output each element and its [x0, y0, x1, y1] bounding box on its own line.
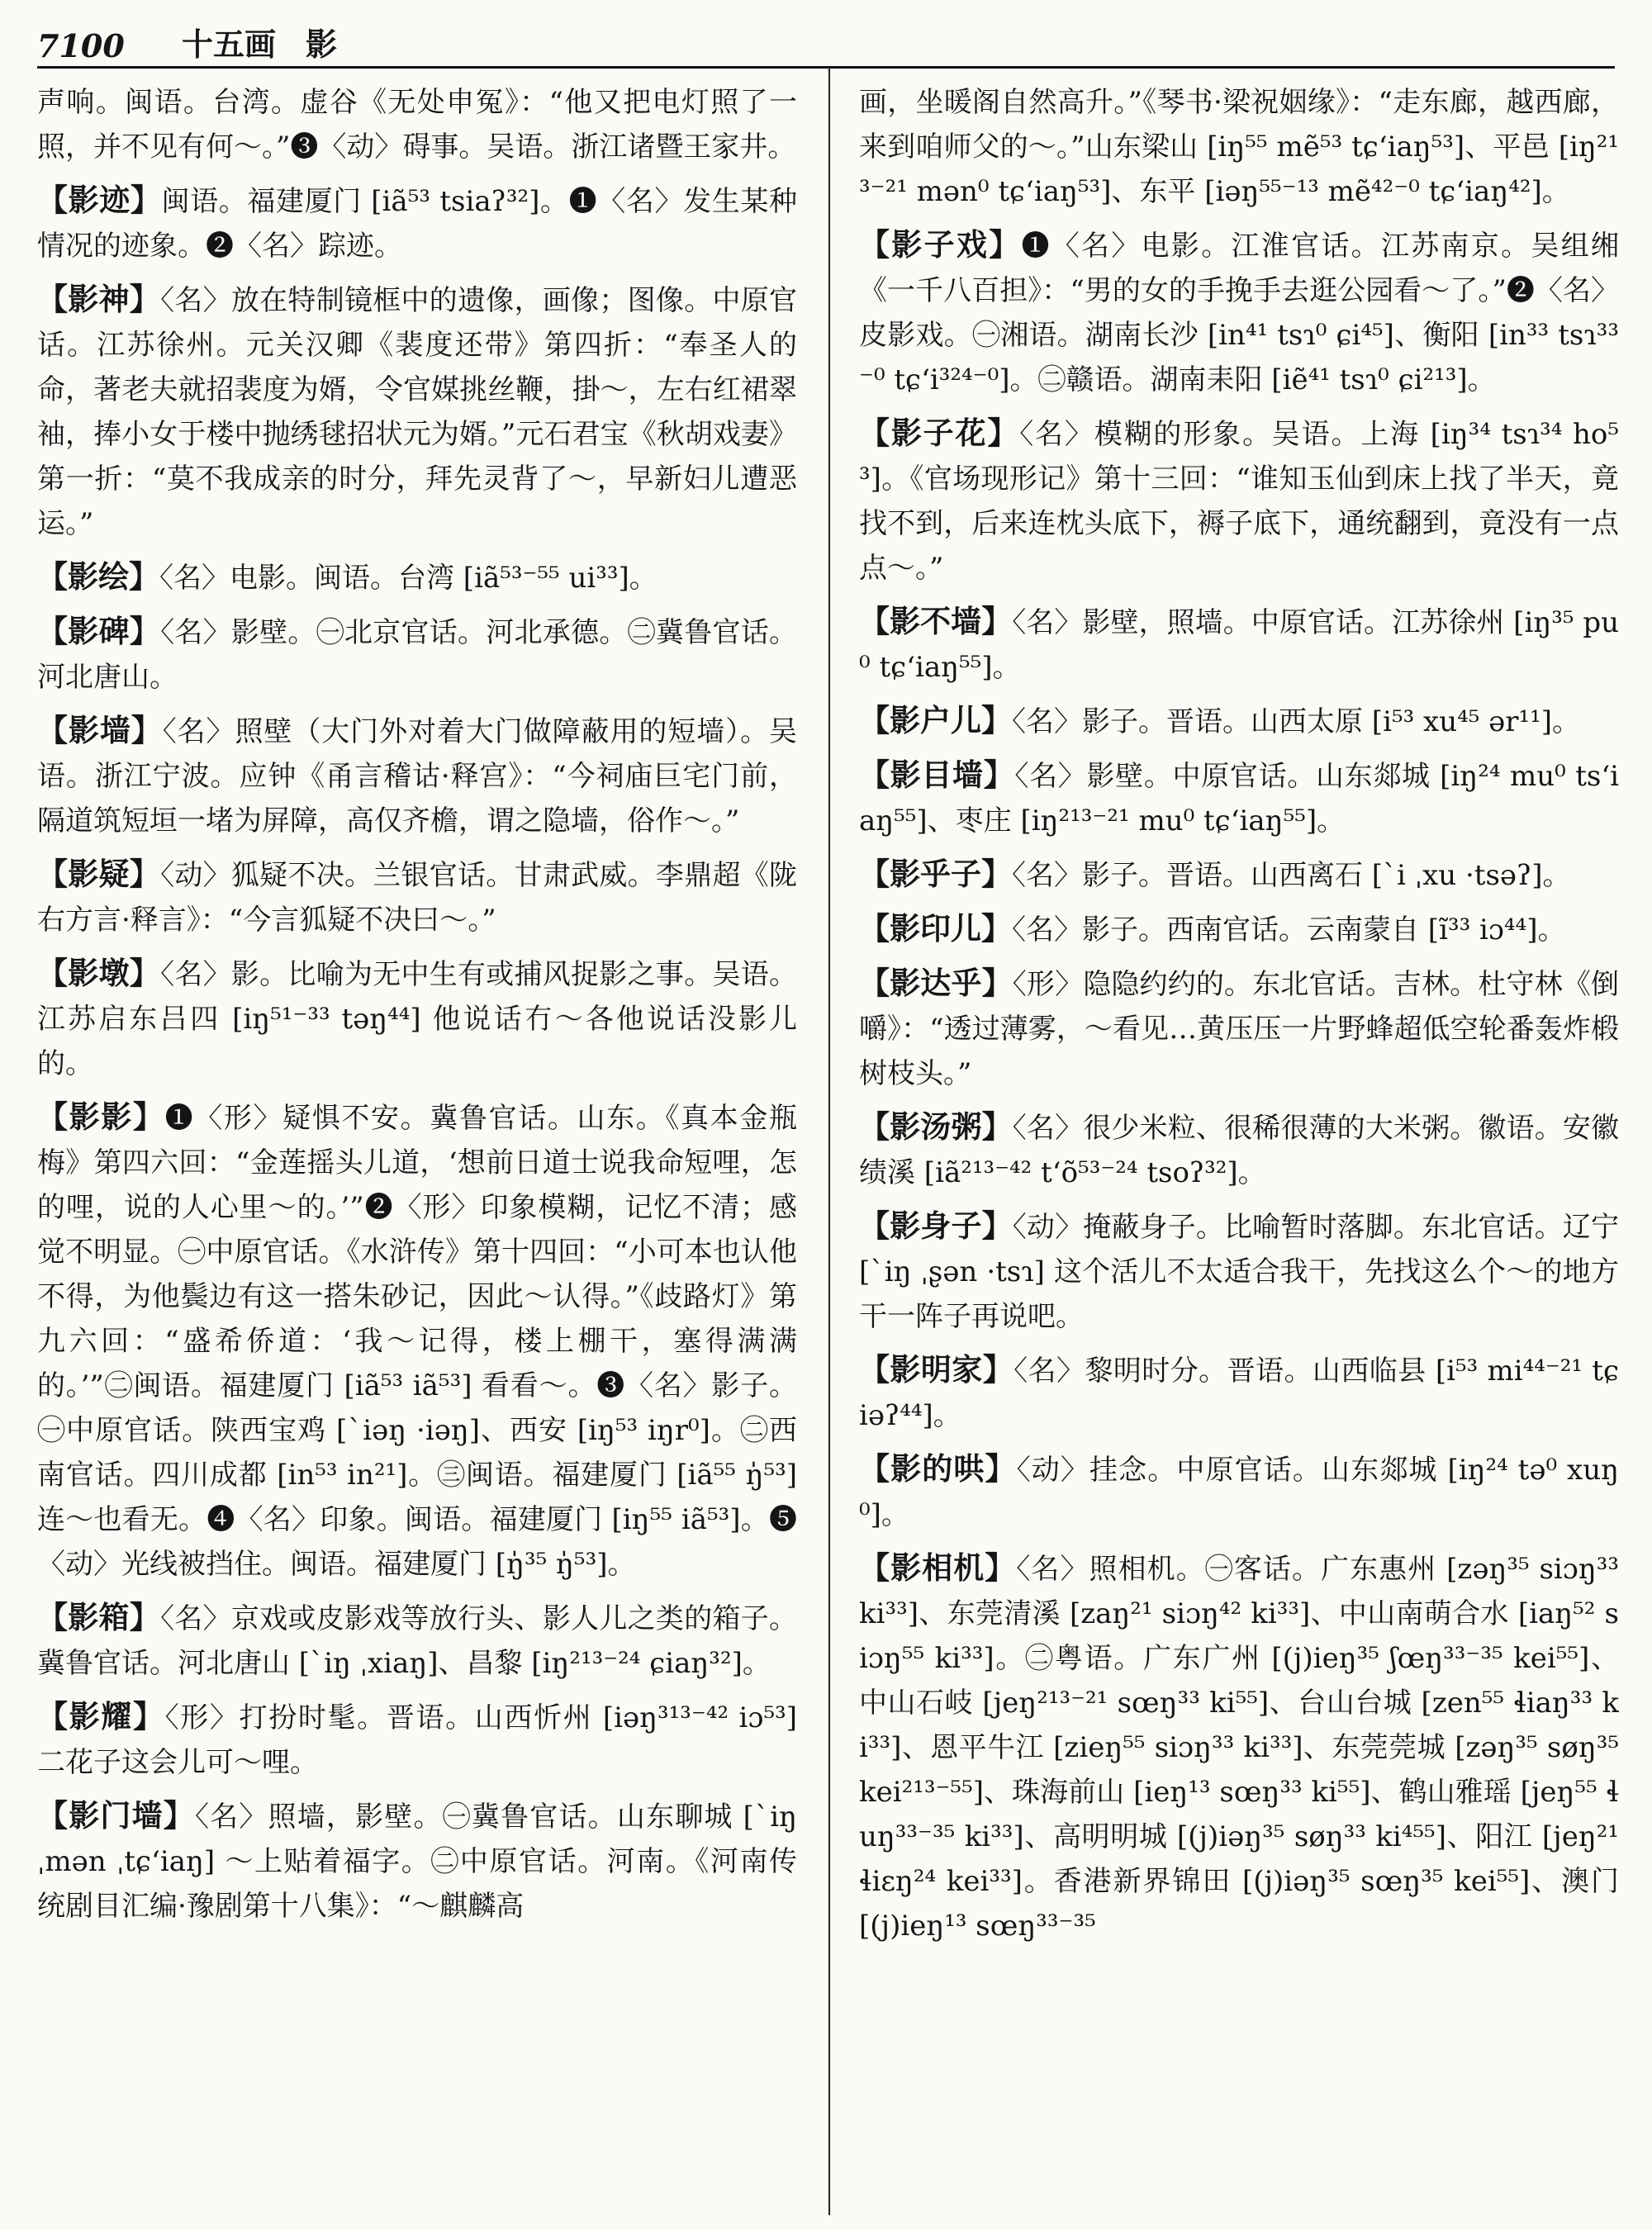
dictionary-entry — [37, 1094, 797, 1587]
entry-headword: 【影达乎】 — [859, 965, 1013, 1001]
dictionary-entry — [37, 277, 797, 546]
entry-definition: ❶〈名〉电影。江淮官话。江苏南京。吴组缃《一千八百担》：“男的女的手挽手去逛公园看～了。”❷〈名〉皮影戏。㊀湘语。湖南长沙 [in⁴¹ tsɿ⁰ ɕi⁴⁵]、衡阳 [in³³ tsɿ³³⁻⁰ tɕʻi³²⁴⁻⁰]。㊁赣语。湖南耒阳 [iẽ⁴¹ tsɿ⁰ ɕi²¹³]。 — [859, 230, 1619, 396]
entry-headword: 【影门墙】 — [37, 1797, 195, 1834]
dictionary-entry — [859, 1347, 1619, 1438]
entry-headword: 【影子花】 — [859, 415, 1020, 451]
entry-headword: 【影绘】 — [37, 558, 159, 595]
entry-headword: 【影明家】 — [859, 1351, 1014, 1388]
entry-headword: 【影子戏】 — [859, 226, 1022, 263]
entry-definition: 闽语。福建厦门 [iã⁵³ tsiaʔ³²]。❶〈名〉发生某种情况的迹象。❷〈名〉踪迹。 — [37, 185, 797, 263]
entry-definition: 〈名〉电影。闽语。台湾 [iã⁵³⁻⁵⁵ ui³³]。 — [159, 562, 657, 595]
entry-definition: 〈名〉影子。晋语。山西太原 [i⁵³ xu⁴⁵ ər¹¹]。 — [1012, 705, 1581, 738]
entry-definition: 〈名〉影子。晋语。山西离石 [ˋi ˌxu ·tsəʔ]。 — [1012, 859, 1571, 892]
dictionary-entry — [859, 698, 1619, 744]
dictionary-entry — [859, 78, 1619, 214]
entry-headword: 【影迹】 — [37, 182, 162, 218]
entry-headword: 【影户儿】 — [859, 702, 1012, 738]
entry-definition: 〈动〉掩蔽身子。比喻暂时落脚。东北官话。辽宁 [ˋiŋ ˌʂən ·tsɿ] 这个活儿不太适合我干，先找这么个～的地方干一阵子再说吧。 — [859, 1211, 1619, 1333]
entry-headword: 【影身子】 — [859, 1208, 1013, 1244]
dictionary-entry — [37, 951, 797, 1086]
entry-definition: 〈名〉照壁（大门外对着大门做障蔽用的短墙）。吴语。浙江宁波。应钟《甬言稽诂·释宫》：“今祠庙巨宅门前，隔道筑短垣一堵为屏障，高仅齐檐，谓之隐墙，俗作～。” — [37, 715, 797, 837]
entry-definition: 〈名〉很少米粒、很稀很薄的大米粥。徽语。安徽绩溪 [iã²¹³⁻⁴² tʻõ⁵³⁻²⁴ tsoʔ³²]。 — [859, 1112, 1619, 1189]
dictionary-entry — [859, 1545, 1619, 1948]
entry-headword: 【影耀】 — [37, 1698, 165, 1734]
entry-headword: 【影墩】 — [37, 955, 161, 991]
entry-definition: 〈名〉影壁，照墙。中原官话。江苏徐州 [iŋ³⁵ pu⁰ tɕʻiaŋ⁵⁵]。 — [859, 606, 1619, 684]
dictionary-entry — [859, 852, 1619, 898]
dictionary-entry — [37, 609, 797, 700]
entry-headword: 【影目墙】 — [859, 757, 1015, 793]
dictionary-entry — [37, 1793, 797, 1929]
dictionary-entry — [859, 1446, 1619, 1537]
dictionary-entry — [859, 752, 1619, 843]
dictionary-entry — [37, 852, 797, 942]
entry-headword: 【影神】 — [37, 281, 161, 317]
entry-definition: 〈名〉京戏或皮影戏等放行头、影人儿之类的箱子。冀鲁官话。河北唐山 [ˋiŋ ˌxiaŋ]、昌黎 [iŋ²¹³⁻²⁴ ɕiaŋ³²]。 — [37, 1602, 797, 1680]
entry-definition: 〈形〉打扮时髦。晋语。山西忻州 [iəŋ³¹³⁻⁴² iɔ⁵³] 二花子这会儿可～哩。 — [37, 1701, 797, 1779]
entry-definition: 〈名〉影壁。中原官话。山东郯城 [iŋ²⁴ mu⁰ tsʻiaŋ⁵⁵]、枣庄 [iŋ²¹³⁻²¹ mu⁰ tɕʻiaŋ⁵⁵]。 — [859, 760, 1619, 837]
page-number: 7100 — [37, 27, 125, 64]
entry-headword: 【影影】 — [37, 1098, 165, 1135]
dictionary-entry — [37, 78, 797, 169]
left-column — [37, 78, 797, 2218]
entry-definition: 〈动〉挂念。中原官话。山东郯城 [iŋ²⁴ tə⁰ xuŋ⁰]。 — [859, 1454, 1619, 1531]
entry-definition: 〈名〉黎明时分。晋语。山西临县 [i⁵³ mi⁴⁴⁻²¹ tɕiəʔ⁴⁴]。 — [859, 1355, 1619, 1432]
dictionary-entry — [859, 1104, 1619, 1195]
entry-headword: 【影墙】 — [37, 712, 163, 748]
header-character: 影 — [306, 26, 338, 63]
entry-definition: 〈名〉放在特制镜框中的遗像，画像；图像。中原官话。江苏徐州。元关汉卿《裴度还带》第四折：“奉圣人的命，著老夫就招裴度为婿，令官媒挑丝鞭，掛～，左右红裙翠袖，捧小女于楼中抛绣毬招状元为婿。”元石君宝《秋胡戏妻》第一折：“莫不我成亲的时分，拜先灵背了～，早新妇儿遭恶运。” — [37, 284, 797, 540]
entry-headword: 【影相机】 — [859, 1549, 1017, 1586]
stroke-section: 十五画 — [182, 26, 277, 63]
entry-headword: 【影印儿】 — [859, 910, 1012, 947]
entry-headword: 【影碑】 — [37, 613, 161, 649]
header-rule — [37, 66, 1615, 69]
entry-definition: 〈名〉影壁。㊀北京官话。河北承德。㊁冀鲁官话。河北唐山。 — [37, 616, 797, 694]
dictionary-entry — [37, 554, 797, 600]
entry-headword: 【影的哄】 — [859, 1450, 1017, 1487]
dictionary-entry — [859, 1203, 1619, 1339]
dictionary-entry — [37, 708, 797, 843]
dictionary-entry — [859, 599, 1619, 690]
entry-definition: 画，坐暖阁自然高升。”《琴书·梁祝姻缘》：“走东廊，越西廊，来到咱师父的～。”山东梁山 [iŋ⁵⁵ mẽ⁵³ tɕʻiaŋ⁵³]、平邑 [iŋ²¹³⁻²¹ mən⁰ tɕʻiaŋ⁵³]、东平 [iəŋ⁵⁵⁻¹³ mẽ⁴²⁻⁰ tɕʻiaŋ⁴²]。 — [859, 86, 1619, 208]
dictionary-entry — [37, 1694, 797, 1785]
dictionary-entry — [859, 410, 1619, 591]
dictionary-entry — [37, 178, 797, 268]
entry-headword: 【影乎子】 — [859, 856, 1012, 892]
entry-definition: 〈名〉照墙，影壁。㊀冀鲁官话。山东聊城 [ˋiŋ ˌmən ˌtɕʻiaŋ] ～上贴着福字。㊁中原官话。河南。《河南传统剧目汇编·豫剧第十八集》：“～麒麟高 — [37, 1801, 797, 1923]
entry-definition: 声响。闽语。台湾。虚谷《无处申冤》：“他又把电灯照了一照，并不见有何～。”❸〈动〉碍事。吴语。浙江诸暨王家井。 — [37, 86, 797, 164]
entry-definition: 〈名〉影子。西南官话。云南蒙自 [ĩ³³ iɔ⁴⁴]。 — [1012, 913, 1566, 947]
right-column — [859, 78, 1619, 2218]
dictionary-entry — [859, 961, 1619, 1096]
entry-definition: 〈名〉影。比喻为无中生有或捕风捉影之事。吴语。江苏启东吕四 [iŋ⁵¹⁻³³ təŋ⁴⁴] 他说话冇～各他说话没影儿的。 — [37, 958, 797, 1080]
entry-definition: 〈名〉照相机。㊀客话。广东惠州 [zəŋ³⁵ siɔŋ³³ ki³³]、东莞清溪 [zaŋ²¹ siɔŋ⁴² ki³³]、中山南萌合水 [iaŋ⁵² siɔŋ⁵⁵ ki³³]。㊁粤语。广东广州 [(j)ieŋ³⁵ ʃœŋ³³⁻³⁵ kei⁵⁵]、中山石岐 [jeŋ²¹³⁻²¹ sœŋ³³ ki⁵⁵]、台山台城 [zen⁵⁵ ɬiaŋ³³ ki³³]、恩平牛江 [zieŋ⁵⁵ siɔŋ³³ ki³³]、东莞莞城 [zəŋ³⁵ søŋ³⁵ kei²¹³⁻⁵⁵]、珠海前山 [ieŋ¹³ sœŋ³³ ki⁵⁵]、鹤山雅瑶 [jeŋ⁵⁵ ɬuŋ³³⁻³⁵ ki³³]、高明明城 [(j)iəŋ³⁵ søŋ³³ ki⁴⁵⁵]、阳江 [jeŋ²¹ ɬiɛŋ²⁴ kei³³]。香港新界锦田 [(j)iəŋ³⁵ sœŋ³⁵ kei⁵⁵]、澳门 [(j)ieŋ¹³ sœŋ³³⁻³⁵ — [859, 1553, 1619, 1943]
entry-headword: 【影箱】 — [37, 1599, 161, 1635]
entry-headword: 【影疑】 — [37, 856, 161, 892]
column-divider — [828, 68, 830, 2215]
page-header — [37, 15, 1615, 64]
entry-definition: 〈动〉狐疑不决。兰银官话。甘肃武威。李鼎超《陇右方言·释言》：“今言狐疑不决曰～。” — [37, 859, 797, 937]
entry-definition: ❶〈形〉疑惧不安。冀鲁官话。山东。《真本金瓶梅》第四六回：“金莲摇头儿道，‘想前日道士说我命短哩，怎的哩，说的人心里～的。’”❷〈形〉印象模糊，记忆不清；感觉不明显。㊀中原官话。《水浒传》第十四回：“小可本也认他不得，为他鬓边有这一搭朱砂记，因此～认得。”《歧路灯》第九六回：“盛希侨道：‘我～记得，楼上棚干，塞得满满的。’”㊁闽语。福建厦门 [iã⁵³ iã⁵³] 看看～。❸〈名〉影子。㊀中原官话。陕西宝鸡 [ˋiəŋ ·iəŋ]、西安 [iŋ⁵³ iŋr⁰]。㊁西南官话。四川成都 [in⁵³ in²¹]。㊂闽语。福建厦门 [iã⁵⁵ ŋ̍⁵³] 连～也看无。❹〈名〉印象。闽语。福建厦门 [iŋ⁵⁵ iã⁵³]。❺〈动〉光线被挡住。闽语。福建厦门 [ŋ̍³⁵ ŋ̍⁵³]。 — [37, 1102, 797, 1581]
entry-definition: 〈名〉模糊的形象。吴语。上海 [iŋ³⁴ tsɿ³⁴ ho⁵³]。《官场现形记》第十三回：“谁知玉仙到床上找了半天，竟找不到，后来连枕头底下，褥子底下，通统翻到，竟没有一点点～。” — [859, 418, 1619, 585]
entry-headword: 【影汤粥】 — [859, 1108, 1013, 1145]
dictionary-entry — [859, 906, 1619, 952]
entry-definition: 〈形〉隐隐约约的。东北官话。吉林。杜守林《倒嚼》：“透过薄雾，～看见…黄压压一片野蜂超低空轮番轰炸椴树枝头。” — [859, 968, 1619, 1090]
dictionary-entry — [37, 1595, 797, 1686]
entry-headword: 【影不墙】 — [859, 603, 1013, 639]
dictionary-entry — [859, 222, 1619, 402]
